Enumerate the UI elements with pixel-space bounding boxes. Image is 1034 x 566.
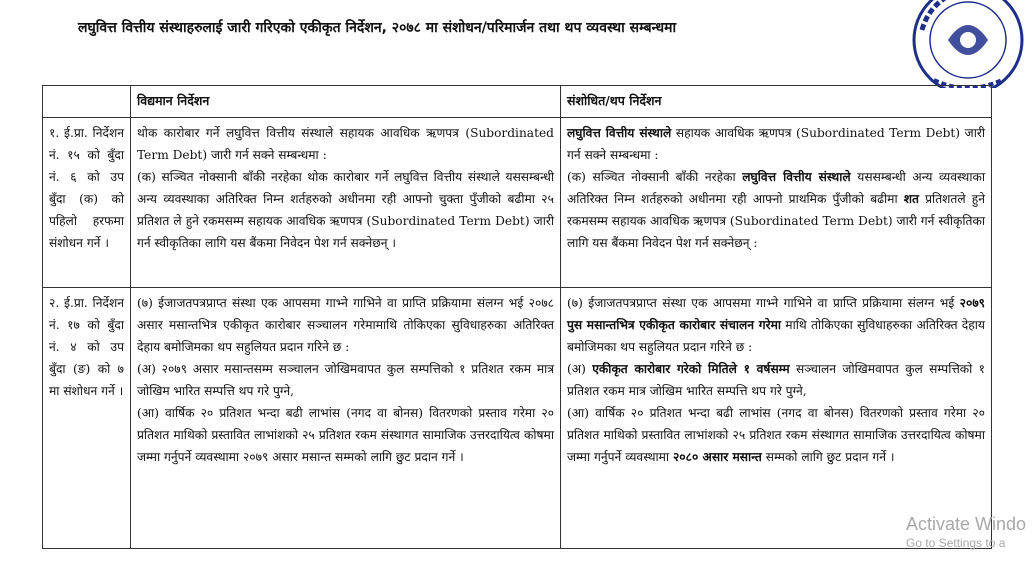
paragraph bbox=[567, 358, 985, 402]
bold-text: २०७९ पुस मसान्तभित्र एकीकृत कारोबार संचालन गरेमा bbox=[567, 296, 985, 333]
bold-text: लघुवित्त वित्तीय संस्थाले bbox=[567, 125, 672, 140]
header-reference bbox=[43, 86, 131, 118]
activate-windows-watermark bbox=[906, 514, 1026, 550]
paragraph bbox=[567, 402, 985, 468]
text: प्रतिशतले हुने रकमसम्म सहायक आवधिक ऋणपत्र (Subordinated Term Debt) जारी गर्न स्वीकृतिका लागि यस बैंकमा निवेदन पेश गर्न सक्नेछन् : bbox=[567, 191, 985, 250]
paragraph: (७) ईजाजतपत्रप्राप्त संस्था एक आपसमा गाभ्ने गाभिने वा प्राप्ति प्रक्रियामा संलग्न भई २०७८ असार मसान्तभित्र एकीकृत कारोबार सञ्चालन गरेमामाथि तोकिएका सुविधाहरुका अतिरिक्त देहाय बमोजिमका थप सहुलियत प्रदान गरिने छ : bbox=[137, 296, 554, 355]
bold-text: २०८० असार मसान्त bbox=[672, 450, 762, 465]
directive-comparison-table bbox=[42, 85, 992, 549]
existing-text bbox=[131, 288, 561, 549]
watermark-line-1: Activate Windo bbox=[906, 514, 1027, 534]
paragraph: (आ) वार्षिक २० प्रतिशत भन्दा बढी लाभांस (नगद वा बोनस) वितरणको प्रस्ताव गरेमा २० प्रतिशत माथिको प्रस्तावित लाभांशको २५ प्रतिशत रकम संस्थागत सामाजिक उत्तरदायित्व कोषमा जम्मा गर्नुपर्ने व्यवस्थामा २०७९ असार मसान्त सम्मको लागि छुट प्रदान गर्ने । bbox=[137, 406, 554, 465]
paragraph bbox=[567, 292, 985, 358]
table-header-row bbox=[43, 86, 992, 118]
paragraph bbox=[567, 122, 985, 166]
text: यससम्बन्धी अन्य व्यवस्थाका अतिरिक्त निम्न शर्तहरुको अधीनमा रही आफ्नो प्राथमिक पुँजीको बढीमा bbox=[567, 169, 985, 206]
bold-text: एकीकृत कारोबार गरेको मितिले १ वर्षसम्म bbox=[592, 362, 790, 377]
text: (आ) वार्षिक २० प्रतिशत भन्दा बढी लाभांस (नगद वा बोनस) वितरणको प्रस्ताव गरेमा २० प्रतिशत माथिको प्रस्तावित लाभांशको २५ प्रतिशत रकम संस्थागत सामाजिक उत्तरदायित्व कोषमा जम्मा गर्नुपर्ने व्यवस्थामा bbox=[567, 406, 985, 465]
existing-text bbox=[131, 117, 561, 288]
text: सहायक आवधिक ऋणपत्र (Subordinated Term Debt) जारी गर्न सक्ने सम्बन्धमा : bbox=[567, 125, 985, 162]
paragraph bbox=[567, 166, 985, 254]
header-existing-directive: विद्यमान निर्देशन bbox=[131, 86, 561, 118]
text: माथि तोकिएका सुविधाहरुका अतिरिक्त देहाय बमोजिमका थप सहुलियत प्रदान गरिने छ : bbox=[567, 318, 985, 355]
page-title: लघुवित्त वित्तीय संस्थाहरुलाई जारी गरिएको एकीकृत निर्देशन, २०७८ मा संशोधन/परिमार्जन तथा थप व्यवस्था सम्बन्धमा bbox=[78, 20, 677, 36]
header-revised-directive: संशोधित/थप निर्देशन bbox=[561, 86, 992, 118]
watermark-line-2: Go to Settings to a bbox=[906, 535, 1006, 550]
table-row bbox=[43, 288, 992, 549]
paragraph: (अ) २०७९ असार मसान्तसम्म सञ्चालन जोखिमवापत कुल सम्पत्तिको १ प्रतिशत रकम मात्र जोखिम भारित सम्पत्ति थप गरे पुग्ने, bbox=[137, 362, 554, 399]
revised-text bbox=[561, 117, 992, 288]
table-row bbox=[43, 117, 992, 288]
paragraph: थोक कारोबार गर्ने लघुवित्त वित्तीय संस्थाले सहायक आवधिक ऋणपत्र (Subordinated Term Debt) जारी गर्न सक्ने सम्बन्धमा : bbox=[137, 125, 554, 162]
bold-text: शत bbox=[903, 191, 919, 206]
text: (७) ईजाजतपत्रप्राप्त संस्था एक आपसमा गाभ्ने गाभिने वा प्राप्ति प्रक्रियामा संलग्न भई bbox=[567, 296, 960, 311]
text: सम्मको लागि छुट प्रदान गर्ने । bbox=[761, 450, 895, 465]
row-reference: २. ई.प्रा. निर्देशन नं. १७ को बुँदा नं. ४ को उप बुँदा (ङ) को ७ मा संशोधन गर्ने । bbox=[43, 288, 131, 549]
bold-text: लघुवित्त वित्तीय संस्थाले bbox=[742, 169, 851, 184]
paragraph: (क) सञ्चित नोक्सानी बाँकी नरहेका थोक कारोबार गर्ने लघुवित्त वित्तीय संस्थाले यससम्बन्धी अन्य व्यवस्थाका अतिरिक्त निम्न शर्तहरुको अधीनमा रही आफ्नो चुक्ता पुँजीको बढीमा २५ प्रतिशत ले हुने रकमसम्म सहायक आवधिक ऋणपत्र (Subordinated Term Debt) जारी गर्न स्वीकृतिका लागि यस बैंकमा निवेदन पेश गर्न सक्नेछन् । bbox=[137, 169, 554, 250]
nepal-rastra-bank-seal-icon bbox=[908, 0, 1028, 88]
text: (अ) bbox=[567, 362, 593, 377]
text: सञ्चालन जोखिमवापत कुल सम्पत्तिको १ प्रतिशत रकम मात्र जोखिम भारित सम्पत्ति थप गरे पुग्ने, bbox=[567, 362, 985, 399]
text: (क) सञ्चित नोक्सानी बाँकी नरहेका bbox=[567, 169, 743, 184]
revised-text bbox=[561, 288, 992, 549]
row-reference: १. ई.प्रा. निर्देशन नं. १५ को बुँदा नं. ६ को उप बुँदा (क) को पहिलो हरफमा संशोधन गर्ने । bbox=[43, 117, 131, 288]
